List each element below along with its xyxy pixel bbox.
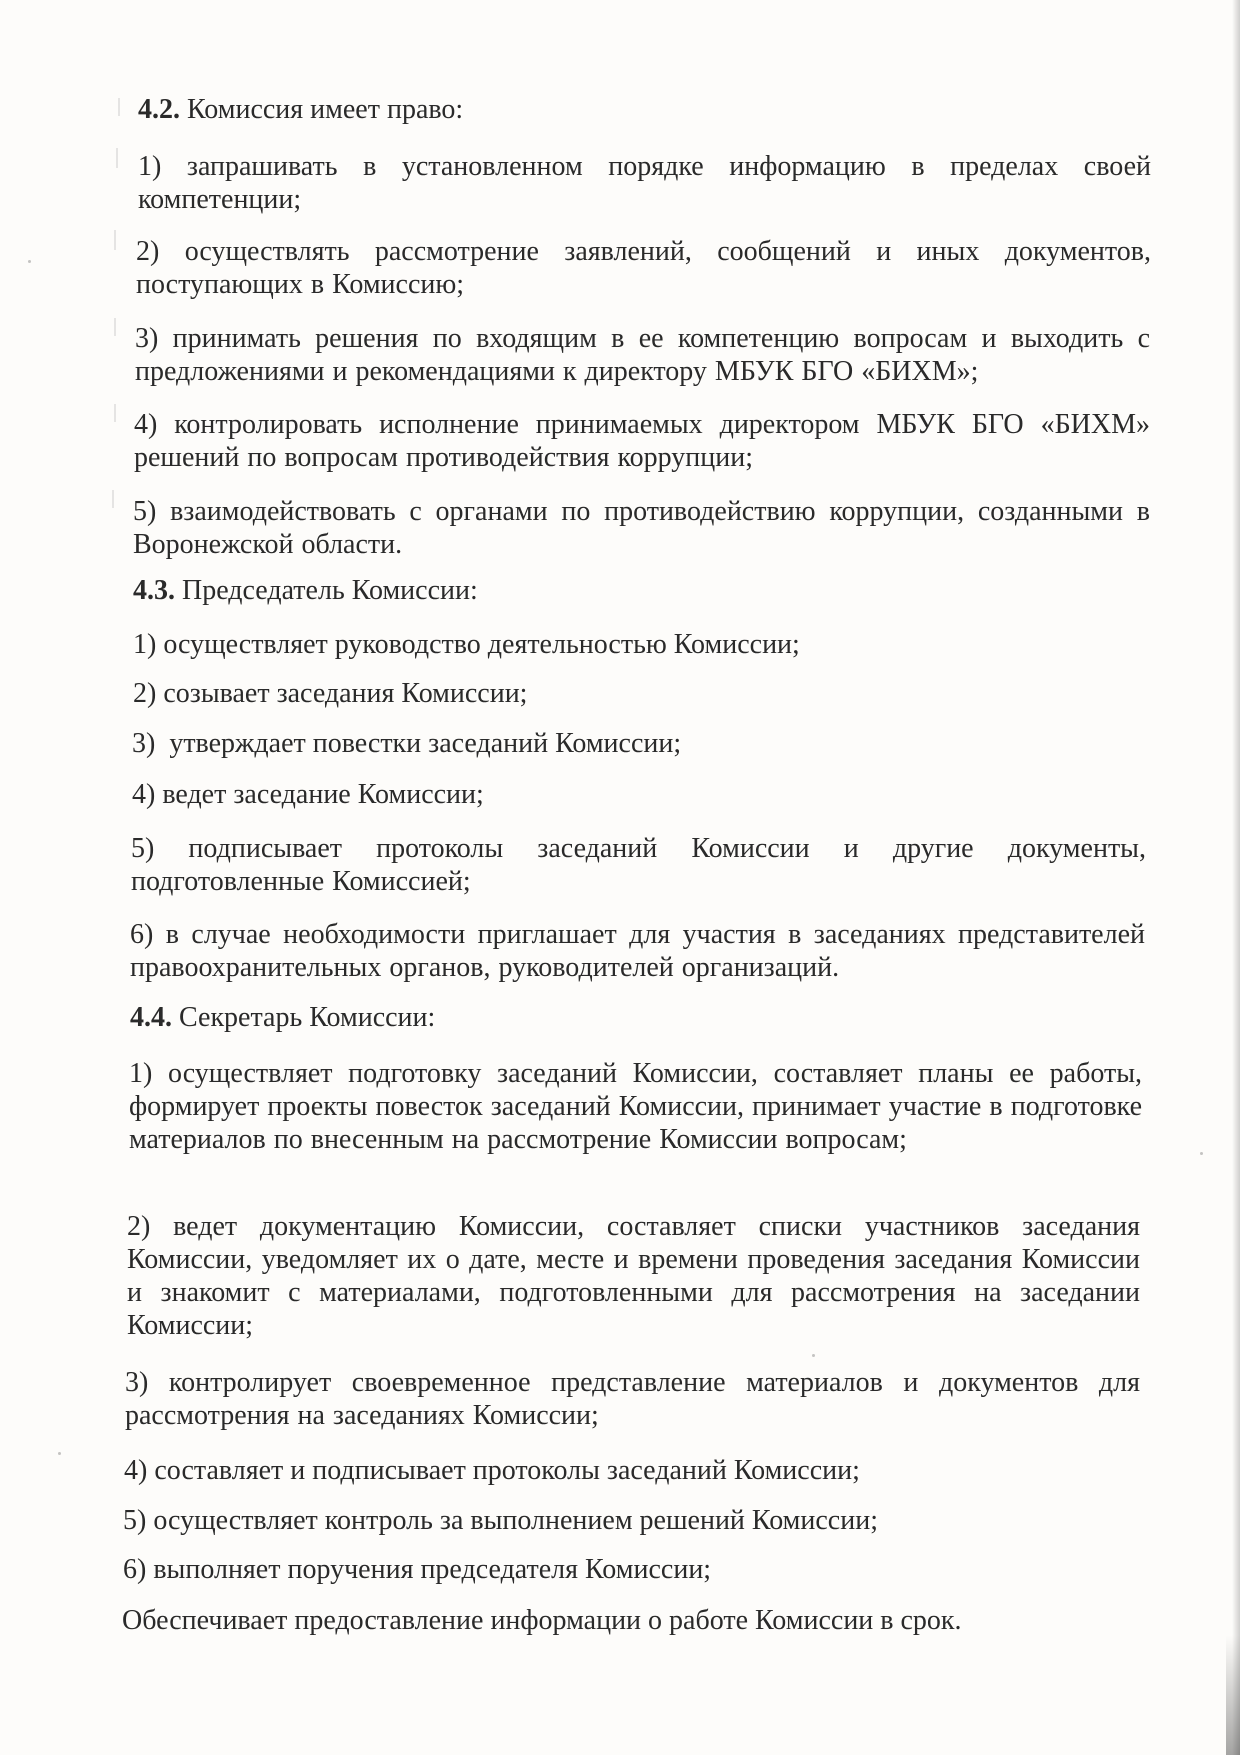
list-item: 2) ведет документацию Комиссии, составляет списки участников заседания Комиссии, уведомляет их о дате, месте и времени проведения заседания Комиссии и знакомит с материалами, подготовленными для рассмотрения на заседании Комиссии; [127, 1211, 1140, 1341]
list-item: 2) осуществлять рассмотрение заявлений, сообщений и иных документов, поступающих в Комиссию; [136, 236, 1151, 300]
list-item: 4) контролировать исполнение принимаемых директором МБУК БГО «БИХМ» решений по вопросам противодействия коррупции; [134, 409, 1150, 473]
section-number: 4.4. [130, 1002, 172, 1033]
section-title: Секретарь Комиссии: [179, 1002, 436, 1033]
list-item: 4) ведет заседание Комиссии; [132, 779, 484, 810]
list-item: 3) контролирует своевременное представление материалов и документов для рассмотрения на заседаниях Комиссии; [125, 1367, 1140, 1431]
section-number: 4.3. [133, 575, 175, 606]
list-item: 1) запрашивать в установленном порядке информацию в пределах своей компетенции; [138, 151, 1151, 215]
list-item: 5) осуществляет контроль за выполнением решений Комиссии; [123, 1505, 878, 1536]
section-title: Председатель Комиссии: [182, 575, 478, 606]
list-item: 1) осуществляет подготовку заседаний Комиссии, составляет планы ее работы, формирует проекты повесток заседаний Комиссии, принимает участие в подготовке материалов по внесенным на рассмотрение Комиссии вопросам; [129, 1058, 1142, 1155]
section-heading-4-4 [130, 1001, 1130, 1034]
list-item: 5) взаимодействовать с органами по противодействию коррупции, созданными в Воронежской области. [133, 496, 1150, 560]
list-item: 1) осуществляет руководство деятельностью Комиссии; [133, 629, 800, 660]
list-item: 6) выполняет поручения председателя Комиссии; [123, 1554, 712, 1585]
section-heading-4-3 [133, 574, 1133, 607]
section-heading-4-2 [138, 93, 1138, 126]
list-item: 2) созывает заседания Комиссии; [133, 678, 528, 709]
closing-paragraph: Обеспечивает предоставление информации о работе Комиссии в срок. [122, 1605, 962, 1636]
list-item: 3) утверждает повестки заседаний Комиссии; [132, 728, 682, 759]
list-item: 6) в случае необходимости приглашает для участия в заседаниях представителей правоохранительных органов, руководителей организаций. [130, 919, 1145, 983]
list-item: 5) подписывает протоколы заседаний Комиссии и другие документы, подготовленные Комиссией; [131, 833, 1146, 897]
section-number: 4.2. [138, 94, 180, 125]
section-title: Комиссия имеет право: [187, 94, 464, 125]
list-item: 3) принимать решения по входящим в ее компетенцию вопросам и выходить с предложениями и рекомендациями к директору МБУК БГО «БИХМ»; [135, 323, 1150, 387]
list-item: 4) составляет и подписывает протоколы заседаний Комиссии; [124, 1455, 860, 1486]
